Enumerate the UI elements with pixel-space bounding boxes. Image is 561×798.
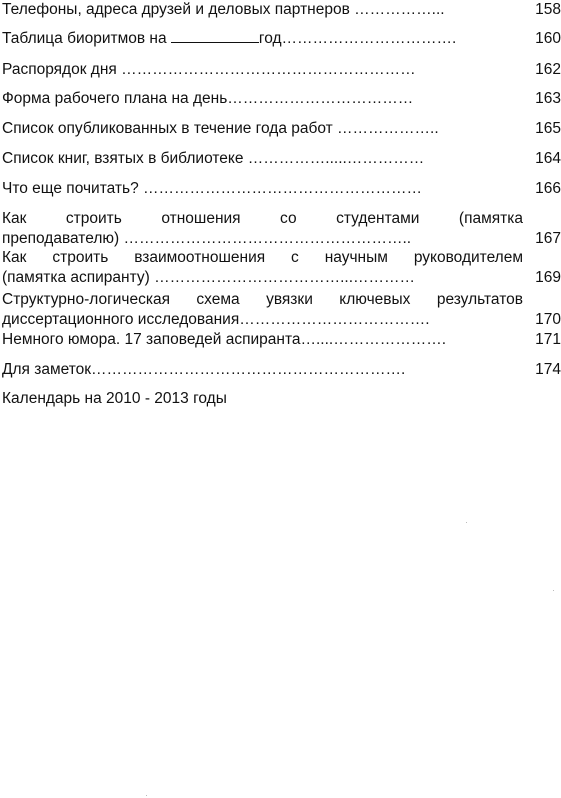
toc-entry-title: Распорядок дня ………………………………………………… [2,61,416,78]
toc-entry-title-line1: Как строить отношения со студентами (памятка [2,210,523,227]
scan-speck [466,522,467,523]
calendar-title: Календарь на 2010 - 2013 годы [2,390,227,407]
toc-entry-page: 162 [535,61,561,78]
year-blank-line [171,30,259,43]
scan-speck [146,795,147,796]
toc-entry-title [2,29,456,49]
toc-entry-title: Список книг, взятых в библиотеке …………….....…………… [2,150,425,167]
toc-entry-line1 [2,248,561,268]
toc-entry [2,29,561,49]
toc-entry-page: 158 [535,1,561,18]
toc-entry-page: 160 [535,30,561,47]
toc-entry-title-line1: Как строить взаимоотношения с научным руководителем [2,249,523,266]
toc-entry-title: Что еще почитать? ……………………………………………… [2,180,423,197]
toc-entry [2,360,561,380]
toc-entry-page: 170 [535,311,561,328]
toc-entry-title-start: Таблица биоритмов на [2,30,171,47]
toc-entry-title: Телефоны, адреса друзей и деловых партнеров ……………... [2,1,445,18]
toc-entry-title-line1: Структурно-логическая схема увязки ключевых результатов [2,291,523,308]
toc-entry-page: 167 [535,230,561,247]
toc-entry-page: 163 [535,90,561,107]
toc-entry-title-line2: преподавателю) ……………………………………………….. [2,230,412,247]
toc-entry-page: 169 [535,269,561,286]
toc-entry-title: Список опубликованных в течение года работ ……………….. [2,120,439,137]
toc-entry-line1 [2,290,561,310]
toc-entry [2,0,561,20]
toc-entry [2,268,561,288]
toc-entry [2,179,561,199]
toc-entry [2,229,561,249]
toc-entry-title: Немного юмора. 17 заповедей аспиранта…....…………………. [2,331,447,348]
toc-entry-title-end: год……………………………. [258,30,457,47]
toc-entry-page: 166 [535,180,561,197]
toc-entry-title-line2: (памятка аспиранту) ………………………………...………… [2,269,416,286]
toc-entry-page: 174 [535,361,561,378]
toc-entry-page: 165 [535,120,561,137]
toc-entry [2,149,561,169]
toc-entry [2,310,561,330]
toc-entry-page: 171 [535,331,561,348]
toc-entry [2,60,561,80]
scan-speck [553,590,554,591]
toc-entry [2,89,561,109]
toc-entry-title-line2: диссертационного исследования………………………………. [2,311,430,328]
toc-entry-page: 164 [535,150,561,167]
toc-entry [2,119,561,139]
toc-entry [2,330,561,350]
toc-entry-title: Для заметок……………………………………………………. [2,361,406,378]
toc-entry-title: Форма рабочего плана на день……………………………… [2,90,414,107]
calendar-line [2,389,561,409]
toc-entry-line1 [2,209,561,229]
